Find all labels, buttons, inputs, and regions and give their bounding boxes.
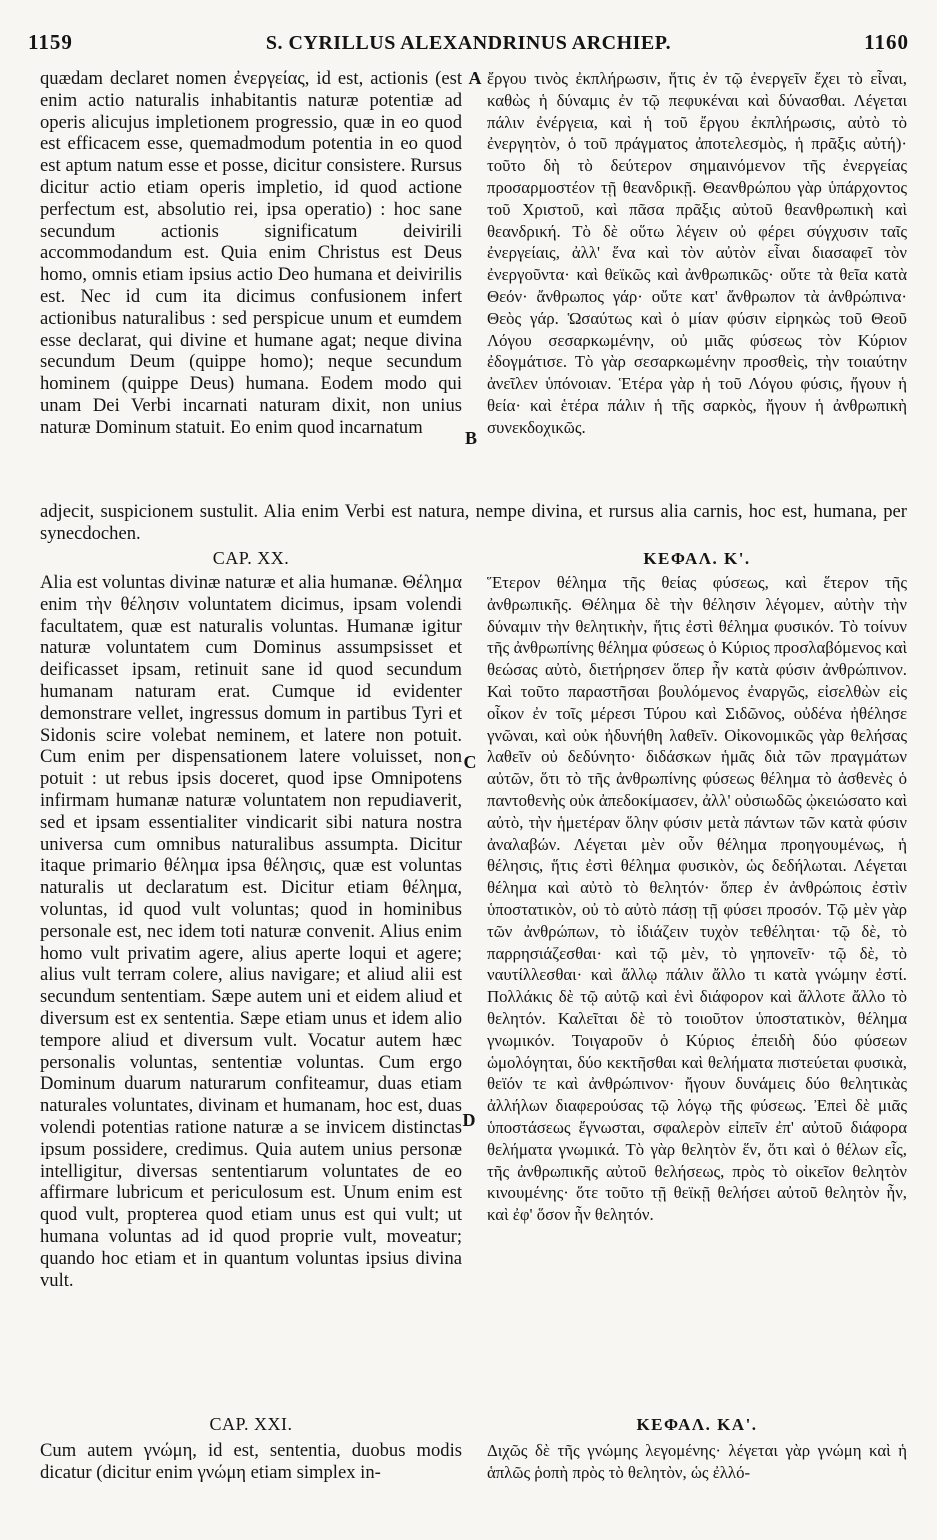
latin-chapter-heading-21: CAP. XXI. bbox=[209, 1414, 293, 1434]
latin-paragraph-chapter-20: Alia est voluntas divinæ naturæ et alia humanæ. Θέλημα enim τὴν θέλησιν voluntatem dicimus, ipsam volendi facultatem, quæ est naturalis voluntas. Humanæ igitur naturæ voluntatem cum Dominus assumpsisset et deificasset ipsam, retinuit sane id quod secundum humanam naturam erat. Cumque id evidenter demonstrare vellet, ingressus domum in partibus Tyri et Sidonis scire volebat neminem, et latere non potuit. Cum enim per dispensationem latere voluisset, non potuit : ut rebus ipsis doceret, quod ipse Omnipotens infirmam humanæ naturæ voluntatem non repudiaverit, sed et ipsam essentialiter vindicarit sibi natura nostra universa cum omnibus naturalibus assumpta. Dicitur itaque primario θέλημα ipsa θέλησις, quæ est voluntas naturalis ut declaratum est. Dicitur etiam θέλημα, voluntas, id quod vult voluntas; quod in hominibus personale est, nec idem toti naturæ convenit. Alius enim homo vult privatim agere, alius aperte loqui et agere; alius vult terram colere, alius navigare; et aliud alii est secundum sententiam. Sæpe autem uni et eidem aliud et diversum est ex sententia. Sæpe etiam unus et idem alio tempore aliud et diversum vult. Vocatur autem hæc personalis voluntas, sententiæ voluntas. Cum ergo Dominum duarum naturarum confiteamur, duas etiam naturales voluntates, divinam et humanam, hoc est, duas volendi potentias ratione naturæ a se invicem distinctas ipsum possidere, credimus. Quia autem unius personæ intelligitur, diversas sententiarum voluntates de eo affirmare lubricum et periculosum est. Unum enim est quod vult, propterea quod etiam unus est qui vult; ut humana voluntas ad id quod proprie vult, moveatur; quando hoc etiam et in quantum voluntas ipsius divina vult. bbox=[40, 572, 462, 1291]
latin-column-top bbox=[40, 68, 462, 511]
margin-letter-c: C bbox=[463, 752, 477, 772]
greek-paragraph-top: ἔργου τινὸς ἐκπλήρωσιν, ἥτις ἐν τῷ ἐνεργεῖν ἔχει τὸ εἶναι, καθὼς ἡ δύναμις ἐν τῷ πεφυκέναι καὶ δύνασθαι. Λέγεται πάλιν ἐνέργεια, καὶ ἡ τοῦ ἔργου ἐκπλήρωσις, αὐτὸ τὸ ἐνεργητὸν, ὁ τοῦ πράγματος ἀποτελεσμὸς, ἡ πρᾶξις αὐτή)· τοῦτο δὴ τὸ δεύτερον σημαινόμενον τῆς ἐνεργείας προσαρμοστέον τῇ θεανδρικῇ. Θεανθρώπου γὰρ ὑπάρχοντος τοῦ Χριστοῦ, καὶ πᾶσα πρᾶξις αὐτοῦ θεανθρωπικὴ καὶ θεανδρική. Τὸ δὲ οὕτω λέγειν οὐ φέρει σύγχυσιν ταῖς ἐνεργείαις, ἀλλ' ἕνα καὶ τὸν αὐτὸν εἶναι διασαφεῖ τὸν ἐνεργοῦντα· καὶ θεϊκῶς καὶ ἀνθρωπικῶς· οὔτε τὰ θεῖα κατὰ Θεόν· ἄνθρωπος γάρ· οὔτε κατ' ἄνθρωπον τὰ ἀνθρώπινα· Θεὸς γάρ. Ὡσαύτως καὶ ὁ μίαν φύσιν εἰρηκὼς τοῦ Θεοῦ Λόγου σεσαρκωμένην, οὐ μιᾶς φύσεως τὸν Κύριον ἐδογμάτισε. Τὸ γὰρ σεσαρκωμένην προσθεὶς, τὴν τοιαύτην ἀνεῖλεν ὑπόνοιαν. Ἑτέρα γὰρ ἡ τοῦ Λόγου φύσις, ἤγουν ἡ θεία· καὶ ἑτέρα πάλιν ἡ τῆς σαρκὸς, ἤγουν ἡ ἀνθρωπικὴ συνεκδοχικῶς. bbox=[487, 69, 907, 437]
latin-column-chapter-21 bbox=[40, 1440, 462, 1520]
page-header bbox=[28, 30, 909, 60]
greek-paragraph-chapter-20: Ἕτερον θέλημα τῆς θείας φύσεως, καὶ ἕτερον τῆς ἀνθρωπικῆς. Θέλημα δὲ τὴν θέλησιν λέγομεν, αὐτὴν τὴν δύναμιν τὴν θελητικὴν, ἥτις ἐστὶ θέλημα φυσικόν. Τὸ τοίνυν τῆς ἀνθρωπίνης θέλημα φύσεως ὁ Κύριος προσλαβόμενος καὶ θεώσας αὐτὸ, διετήρησεν ὅπερ ἦν κατὰ φύσιν ἀνθρώπινον. Καὶ τοῦτο παραστῆσαι βουλόμενος ἐναργῶς, εἰσελθὼν εἰς οἶκον ἐν τοῖς μέρεσι Τύρου καὶ Σιδῶνος, οὐδένα ἠθέλησε γνῶναι, καὶ οὐκ ἠδυνήθη λαθεῖν. Οἰκονομικῶς γὰρ θελήσας λαθεῖν οὐ δεδύνητο· διδάσκων ἡμᾶς διὰ τῶν πραγμάτων αὐτῶν, ὅτι τὸ τῆς ἀνθρωπίνης φύσεως θέλημα τὸ ἀσθενὲς ὁ παντοθενὴς οὐκ ἀπεδοκίμασεν, ἀλλ' οὐσιωδῶς ᾠκειώσατο καὶ αὐτὸ, τὴν ἡμετέραν ὅλην φύσιν μετὰ πάντων τῶν κατὰ φύσιν ἀναλαβών. Λέγεται μὲν οὖν θέλημα προηγουμένως, ἡ θέλησις, ἥτις ἐστὶ θέλημα φυσικὸν, ὡς δεδήλωται. Λέγεται θέλημα καὶ αὐτὸ τὸ θελητόν· ὅπερ ἐν ἀνθρώποις ἐστὶν ὑποστατικὸν, οὐ τὸ αὐτὸ πάσῃ τῇ φύσει προσόν. Τῷ μὲν γὰρ τῶν ἀνθρώπων, τὸ ἰδιάζειν τυχὸν τεθέληται· τῷ δὲ, τὸ παρρησιάζεσθαι· καὶ τῷ μὲν, τὸ γηπονεῖν· τῷ δὲ, τὸ ναυτίλλεσθαι· καὶ ἄλλῳ πάλιν ἄλλο τι κατὰ γνώμην ἐστί. Πολλάκις δὲ τῷ αὐτῷ καὶ ἑνὶ διάφορον καὶ ἄλλοτε ἄλλο τὸ θελητόν. Καλεῖται δὲ τὸ τοιοῦτον ὑποστατικὸν, θέλημα γνωμικόν. Τοιγαροῦν ὁ Κύριος ἐπειδὴ δύο φύσεων ὡμολόγηται, δύο κεκτῆσθαι καὶ θελήματα πιστεύεται φυσικὰ, θεϊόν τε καὶ ἀνθρώπινον· ἤγουν δυνάμεις δύο θελητικὰς ἀλλήλων διαφερούσας τῷ λόγῳ τῆς φύσεως. Ἐπεὶ δὲ μιᾶς ὑποστάσεως ἔγνωσται, σφαλερὸν εἰπεῖν ἐπ' αὐτοῦ διάφορα θελήματα γνωμικά. Τὸ γὰρ θελητὸν ἕν, ὅτι καὶ ὁ θέλων εἷς, τῆς ἀνθρωπικῆς αὐτοῦ θελήσεως, πρὸς τὸ οἰκεῖον θελητὸν κινουμένης· ὅτε τοῦτο τῇ θεϊκῇ θελήσει αὐτοῦ θελητὸν ἦν, καὶ ἐφ' ὅσον ἦν θελητόν. bbox=[487, 573, 907, 1225]
greek-column-chapter-20 bbox=[487, 572, 907, 1404]
page-number-right: 1160 bbox=[864, 30, 909, 54]
greek-column-chapter-21 bbox=[487, 1440, 907, 1520]
margin-letter-b: B bbox=[464, 428, 477, 448]
latin-column-chapter-20 bbox=[40, 572, 462, 1404]
greek-paragraph-chapter-21: Διχῶς δὲ τῆς γνώμης λεγομένης· λέγεται γὰρ γνώμη καὶ ἡ ἁπλῶς ῥοπὴ πρὸς τὸ θελητὸν, ὡς ἐλλό- bbox=[487, 1441, 907, 1482]
latin-bridge-paragraph: adjecit, suspicionem sustulit. Alia enim Verbi est natura, nempe divina, et rursus alia carnis, hoc est, humana, per synecdochen. bbox=[40, 501, 907, 544]
margin-letter-d: D bbox=[462, 1110, 476, 1130]
margin-letter-a: A bbox=[468, 68, 482, 88]
greek-chapter-heading-20: ΚΕΦΑΛ. Κ'. bbox=[643, 549, 751, 568]
greek-chapter-heading-21: ΚΕΦΑΛ. ΚΑ'. bbox=[636, 1415, 758, 1434]
page-number-left: 1159 bbox=[28, 30, 73, 54]
running-title: S. CYRILLUS ALEXANDRINUS ARCHIEP. bbox=[265, 32, 672, 54]
latin-paragraph-top: quædam declaret nomen ἐνεργείας, id est, actionis (est enim actio naturalis inhabitantis naturæ potentiæ ad operis alicujus impletionem progressio, quæ in eo quod est efficacem esse, quemadmodum potentia in eo quod est aptum natum esse et posse, dicitur consistere. Rursus dicitur actio etiam operis impletio, id quod actione perfectum est, absolutio rei, ipsa operatio) : hoc sane secundum actionis significatum deivirili accommodandum est. Quia enim Christus est Deus homo, omnis etiam ipsius actio Deo humana et deivirilis est. Nec id cum ita dicimus confusionem infert actionibus naturalibus : sed perspicue unum et eumdem esse declarat, qui divine et humane agat; neque divina secundum Deum (quippe homo); neque secundum hominem (quippe Deus) humana. Eodem modo qui unam Dei Verbi incarnati naturam dixit, non unius naturæ Dominum statuit. Eo enim quod incarnatum bbox=[40, 68, 462, 438]
latin-chapter-heading-20: CAP. XX. bbox=[212, 548, 290, 568]
latin-paragraph-chapter-21: Cum autem γνώμη, id est, sententia, duobus modis dicatur (dicitur enim γνώμη etiam simplex in- bbox=[40, 1440, 462, 1483]
greek-column-top bbox=[487, 68, 907, 511]
